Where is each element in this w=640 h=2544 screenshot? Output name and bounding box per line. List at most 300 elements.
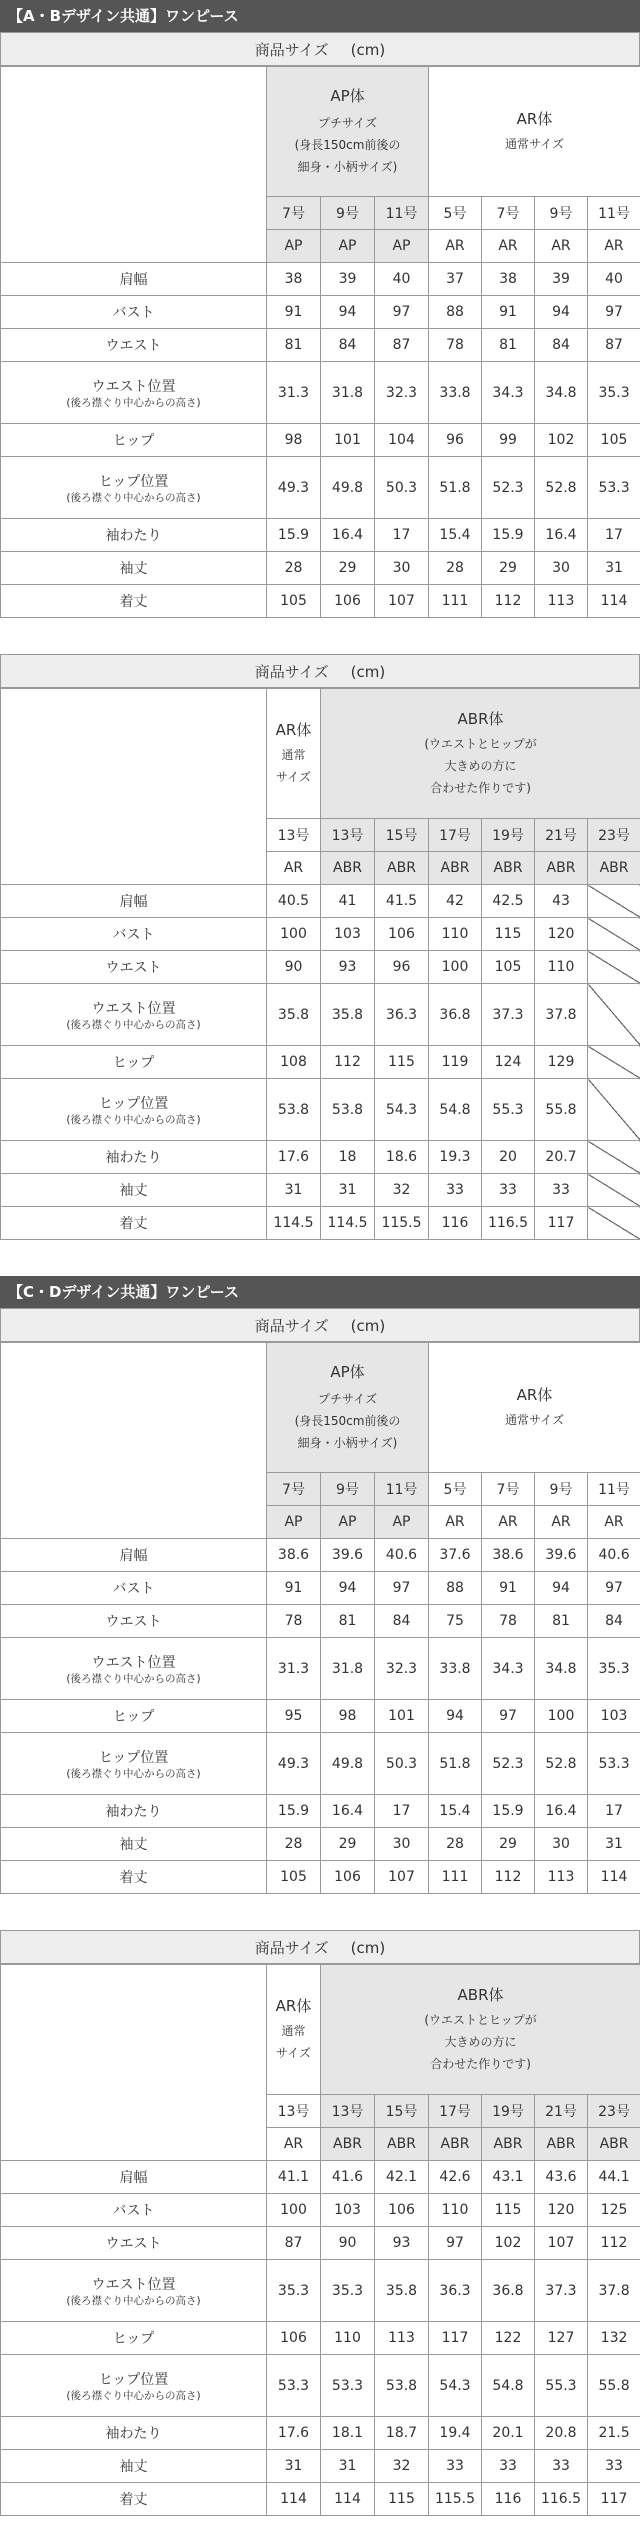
- measurement-label: [1, 2355, 267, 2417]
- measurement-name: ウエスト位置: [91, 1000, 176, 1017]
- measurement-value: 111: [429, 1861, 482, 1894]
- measurement-value: 97: [482, 1700, 535, 1733]
- measurement-value: 37.3: [535, 2260, 588, 2322]
- measurement-label: [1, 263, 267, 296]
- measurement-value: 117: [429, 2322, 482, 2355]
- measurement-value: 18.7: [375, 2417, 429, 2450]
- size-number: 13号: [321, 2095, 375, 2128]
- measurement-value: 100: [535, 1700, 588, 1733]
- measurement-name: バスト: [112, 1581, 155, 1597]
- measurement-value: 113: [535, 585, 588, 618]
- measurement-value: 51.8: [429, 1733, 482, 1795]
- measurement-value: 49.8: [321, 1733, 375, 1795]
- group-abr: [321, 689, 640, 819]
- measurement-label: [1, 2194, 267, 2227]
- measurement-row: [1, 1861, 640, 1894]
- measurement-value: 39: [321, 263, 375, 296]
- measurement-row: [1, 457, 640, 519]
- measurement-name: 袖丈: [119, 2459, 148, 2475]
- measurement-value: 16.4: [535, 519, 588, 552]
- measurement-value: 31: [267, 1174, 321, 1207]
- measurement-value: 38.6: [482, 1539, 535, 1572]
- size-number: 9号: [535, 1473, 588, 1506]
- measurement-label: [1, 1207, 267, 1240]
- measurement-value: 18.6: [375, 1141, 429, 1174]
- measurement-value: 36.8: [429, 984, 482, 1046]
- size-number: 15号: [375, 2095, 429, 2128]
- not-available-cell: [588, 951, 640, 984]
- not-available-cell: [588, 1046, 640, 1079]
- measurement-value: 94: [321, 1572, 375, 1605]
- measurement-value: 30: [535, 552, 588, 585]
- measurement-value: 111: [429, 585, 482, 618]
- section-title: 【A・Bデザイン共通】ワンピース: [0, 0, 640, 32]
- measurement-note: (後ろ襟ぐり中心からの高さ): [66, 1018, 201, 1031]
- group-ap-note: プチサイズ: [317, 115, 378, 130]
- size-code: ABR: [321, 2128, 375, 2161]
- measurement-row: [1, 1795, 640, 1828]
- measurement-row: [1, 2355, 640, 2417]
- measurement-row: [1, 918, 640, 951]
- measurement-row: [1, 424, 640, 457]
- group-ar: [429, 1343, 640, 1473]
- measurement-value: 115: [482, 2194, 535, 2227]
- measurement-name: ウエスト: [105, 960, 162, 976]
- size-number: 11号: [588, 1473, 640, 1506]
- measurement-value: 35.8: [321, 984, 375, 1046]
- measurement-value: 115: [375, 1046, 429, 1079]
- measurement-name: 肩幅: [119, 894, 148, 910]
- measurement-value: 33: [482, 1174, 535, 1207]
- measurement-value: 21.5: [588, 2417, 640, 2450]
- measurement-value: 40: [588, 263, 640, 296]
- measurement-value: 97: [429, 2227, 482, 2260]
- measurement-value: 115: [482, 918, 535, 951]
- measurement-value: 101: [375, 1700, 429, 1733]
- measurement-value: 33: [429, 2450, 482, 2483]
- measurement-value: 15.9: [267, 519, 321, 552]
- group-abr-desc: 合わせた作りです): [430, 780, 531, 795]
- measurement-value: 117: [588, 2483, 640, 2516]
- measurement-value: 84: [321, 329, 375, 362]
- size-band-label: 商品サイズ: [254, 1939, 329, 1957]
- measurement-value: 84: [588, 1605, 640, 1638]
- size-number: 19号: [482, 819, 535, 852]
- measurement-value: 55.8: [535, 1079, 588, 1141]
- measurement-value: 18.1: [321, 2417, 375, 2450]
- size-code: ABR: [482, 2128, 535, 2161]
- unit-label: (cm): [350, 663, 386, 681]
- size-code: AP: [267, 230, 321, 263]
- measurement-name: 袖丈: [119, 561, 148, 577]
- group-abr-desc: 大きめの方に: [444, 758, 517, 773]
- measurement-row: [1, 1141, 640, 1174]
- measurement-name: 袖わたり: [105, 1150, 162, 1166]
- measurement-value: 40.5: [267, 885, 321, 918]
- measurement-value: 52.3: [482, 1733, 535, 1795]
- measurement-value: 16.4: [535, 1795, 588, 1828]
- measurement-row: [1, 263, 640, 296]
- measurement-value: 110: [429, 918, 482, 951]
- measurement-name: ヒップ: [112, 1055, 155, 1071]
- measurement-value: 110: [321, 2322, 375, 2355]
- measurement-value: 33: [429, 1174, 482, 1207]
- size-code: ABR: [429, 2128, 482, 2161]
- measurement-value: 20: [482, 1141, 535, 1174]
- measurement-value: 87: [267, 2227, 321, 2260]
- measurement-value: 96: [429, 424, 482, 457]
- not-available-cell: [588, 984, 640, 1046]
- measurement-value: 116.5: [482, 1207, 535, 1240]
- group-ar-name: AR体: [516, 1385, 553, 1404]
- measurement-value: 41.6: [321, 2161, 375, 2194]
- group-ap-name: AP体: [330, 1362, 365, 1381]
- measurement-value: 39.6: [321, 1539, 375, 1572]
- measurement-value: 20.1: [482, 2417, 535, 2450]
- size-code: AP: [321, 230, 375, 263]
- measurement-value: 50.3: [375, 1733, 429, 1795]
- measurement-value: 41.5: [375, 885, 429, 918]
- measurement-label: [1, 918, 267, 951]
- size-number: 21号: [535, 2095, 588, 2128]
- size-code: ABR: [535, 2128, 588, 2161]
- measurement-value: 20.7: [535, 1141, 588, 1174]
- measurement-value: 15.9: [482, 1795, 535, 1828]
- measurement-value: 37.8: [588, 2260, 640, 2322]
- measurement-value: 37.6: [429, 1539, 482, 1572]
- measurement-value: 97: [375, 1572, 429, 1605]
- measurement-label: [1, 1638, 267, 1700]
- measurement-value: 88: [429, 296, 482, 329]
- measurement-value: 36.3: [375, 984, 429, 1046]
- size-code: AR: [429, 1506, 482, 1539]
- measurement-name: 着丈: [119, 594, 148, 610]
- measurement-value: 97: [375, 296, 429, 329]
- measurement-name: 肩幅: [119, 1548, 148, 1564]
- measurement-value: 39.6: [535, 1539, 588, 1572]
- size-code: ABR: [482, 852, 535, 885]
- measurement-value: 30: [375, 552, 429, 585]
- size-number: 19号: [482, 2095, 535, 2128]
- size-number: 11号: [588, 197, 640, 230]
- measurement-value: 104: [375, 424, 429, 457]
- measurement-value: 53.3: [321, 2355, 375, 2417]
- size-band: [0, 32, 640, 66]
- measurement-name: バスト: [112, 2203, 155, 2219]
- measurement-value: 17.6: [267, 1141, 321, 1174]
- size-code: AR: [588, 1506, 640, 1539]
- measurement-value: 55.3: [535, 2355, 588, 2417]
- measurement-value: 132: [588, 2322, 640, 2355]
- measurement-label: [1, 1605, 267, 1638]
- size-code: AR: [535, 230, 588, 263]
- measurement-value: 38.6: [267, 1539, 321, 1572]
- measurement-label: [1, 457, 267, 519]
- measurement-value: 114: [588, 1861, 640, 1894]
- size-code: AR: [535, 1506, 588, 1539]
- measurement-value: 112: [588, 2227, 640, 2260]
- measurement-value: 54.3: [429, 2355, 482, 2417]
- group-ar-note: 通常サイズ: [505, 136, 565, 151]
- measurement-value: 55.3: [482, 1079, 535, 1141]
- measurement-value: 112: [482, 1861, 535, 1894]
- header-blank: [1, 67, 267, 263]
- measurement-value: 43: [535, 885, 588, 918]
- measurement-label: [1, 2227, 267, 2260]
- measurement-row: [1, 1572, 640, 1605]
- measurement-value: 37.8: [535, 984, 588, 1046]
- measurement-label: [1, 1046, 267, 1079]
- measurement-value: 49.8: [321, 457, 375, 519]
- measurement-row: [1, 1079, 640, 1141]
- measurement-value: 120: [535, 918, 588, 951]
- measurement-value: 95: [267, 1700, 321, 1733]
- measurement-row: [1, 1605, 640, 1638]
- measurement-value: 100: [267, 918, 321, 951]
- measurement-value: 93: [375, 2227, 429, 2260]
- size-code: AP: [267, 1506, 321, 1539]
- measurement-value: 84: [535, 329, 588, 362]
- measurement-value: 106: [375, 2194, 429, 2227]
- measurement-label: [1, 585, 267, 618]
- size-section: [0, 618, 640, 1240]
- measurement-value: 81: [267, 329, 321, 362]
- measurement-value: 78: [429, 329, 482, 362]
- header-blank: [1, 1965, 267, 2161]
- measurement-name: ウエスト: [105, 1614, 162, 1630]
- measurement-name: 袖わたり: [105, 528, 162, 544]
- measurement-value: 52.8: [535, 457, 588, 519]
- size-code: ABR: [429, 852, 482, 885]
- group-abr-name: ABR体: [457, 709, 504, 728]
- measurement-row: [1, 2194, 640, 2227]
- measurement-value: 90: [267, 951, 321, 984]
- measurement-value: 31: [321, 2450, 375, 2483]
- measurement-row: [1, 2450, 640, 2483]
- measurement-name: 肩幅: [119, 2170, 148, 2186]
- measurement-value: 31: [321, 1174, 375, 1207]
- measurement-value: 31.8: [321, 362, 375, 424]
- measurement-value: 28: [429, 1828, 482, 1861]
- section-gap: [0, 1240, 640, 1276]
- measurement-value: 105: [588, 424, 640, 457]
- size-band: [0, 654, 640, 688]
- size-code: AR: [267, 2128, 321, 2161]
- measurement-value: 41.1: [267, 2161, 321, 2194]
- measurement-value: 119: [429, 1046, 482, 1079]
- measurement-value: 40: [375, 263, 429, 296]
- measurement-value: 127: [535, 2322, 588, 2355]
- measurement-value: 32.3: [375, 362, 429, 424]
- measurement-row: [1, 519, 640, 552]
- measurement-name: 袖丈: [119, 1837, 148, 1853]
- measurement-value: 103: [321, 2194, 375, 2227]
- measurement-row: [1, 1046, 640, 1079]
- header-blank: [1, 1343, 267, 1539]
- measurement-value: 33: [535, 1174, 588, 1207]
- measurement-name: 着丈: [119, 2492, 148, 2508]
- measurement-value: 15.9: [482, 519, 535, 552]
- group-ar: [267, 689, 321, 819]
- measurement-name: ヒップ: [112, 2331, 155, 2347]
- measurement-name: ヒップ位置: [98, 1749, 169, 1766]
- measurement-value: 44.1: [588, 2161, 640, 2194]
- measurement-row: [1, 1700, 640, 1733]
- measurement-value: 38: [267, 263, 321, 296]
- size-code: ABR: [588, 2128, 640, 2161]
- measurement-value: 116.5: [535, 2483, 588, 2516]
- measurement-value: 54.8: [482, 2355, 535, 2417]
- measurement-value: 43.1: [482, 2161, 535, 2194]
- size-code: AR: [429, 230, 482, 263]
- measurement-value: 35.3: [267, 2260, 321, 2322]
- measurement-value: 116: [429, 1207, 482, 1240]
- measurement-row: [1, 2322, 640, 2355]
- group-header-row: [1, 67, 640, 197]
- group-ar-name: AR体: [516, 109, 553, 128]
- measurement-value: 98: [267, 424, 321, 457]
- measurement-value: 16.4: [321, 519, 375, 552]
- measurement-label: [1, 2161, 267, 2194]
- group-ar-note: サイズ: [275, 2045, 312, 2060]
- measurement-value: 94: [429, 1700, 482, 1733]
- measurement-value: 78: [267, 1605, 321, 1638]
- measurement-value: 113: [535, 1861, 588, 1894]
- section-gap: [0, 1894, 640, 1930]
- measurement-value: 33: [588, 2450, 640, 2483]
- measurement-value: 29: [321, 552, 375, 585]
- measurement-value: 54.3: [375, 1079, 429, 1141]
- group-header-row: [1, 689, 640, 819]
- size-number: 11号: [375, 197, 429, 230]
- measurement-name: バスト: [112, 927, 155, 943]
- size-table: [0, 688, 640, 1240]
- section-gap: [0, 618, 640, 654]
- size-band: [0, 1308, 640, 1342]
- measurement-value: 106: [267, 2322, 321, 2355]
- measurement-value: 43.6: [535, 2161, 588, 2194]
- size-number: 17号: [429, 2095, 482, 2128]
- size-band: [0, 1930, 640, 1964]
- group-ap: [267, 67, 429, 197]
- group-ar-note: 通常: [281, 747, 306, 762]
- size-number: 5号: [429, 197, 482, 230]
- measurement-row: [1, 885, 640, 918]
- group-ar-name: AR体: [275, 720, 312, 739]
- measurement-value: 97: [588, 1572, 640, 1605]
- size-table: [0, 1342, 640, 1894]
- measurement-name: 袖丈: [119, 1183, 148, 1199]
- measurement-value: 103: [588, 1700, 640, 1733]
- size-code: AP: [375, 230, 429, 263]
- measurement-value: 112: [321, 1046, 375, 1079]
- measurement-label: [1, 1795, 267, 1828]
- measurement-value: 36.8: [482, 2260, 535, 2322]
- group-header-row: [1, 1965, 640, 2095]
- measurement-value: 50.3: [375, 457, 429, 519]
- measurement-value: 34.3: [482, 362, 535, 424]
- measurement-value: 103: [321, 918, 375, 951]
- measurement-value: 53.3: [267, 2355, 321, 2417]
- group-abr-desc: (ウエストとヒップが: [424, 736, 537, 751]
- measurement-value: 15.9: [267, 1795, 321, 1828]
- measurement-value: 115.5: [429, 2483, 482, 2516]
- measurement-value: 75: [429, 1605, 482, 1638]
- measurement-name: 着丈: [119, 1870, 148, 1886]
- measurement-value: 100: [429, 951, 482, 984]
- measurement-value: 107: [535, 2227, 588, 2260]
- measurement-value: 55.8: [588, 2355, 640, 2417]
- measurement-value: 114: [588, 585, 640, 618]
- size-code: AR: [588, 230, 640, 263]
- unit-label: (cm): [350, 1317, 386, 1335]
- measurement-value: 33: [482, 2450, 535, 2483]
- measurement-value: 33.8: [429, 362, 482, 424]
- measurement-value: 91: [482, 1572, 535, 1605]
- measurement-value: 17.6: [267, 2417, 321, 2450]
- measurement-value: 98: [321, 1700, 375, 1733]
- group-ap-note: プチサイズ: [317, 1391, 378, 1406]
- measurement-value: 93: [321, 951, 375, 984]
- measurement-label: [1, 424, 267, 457]
- not-available-cell: [588, 1141, 640, 1174]
- not-available-cell: [588, 1079, 640, 1141]
- measurement-row: [1, 984, 640, 1046]
- size-number: 9号: [535, 197, 588, 230]
- measurement-value: 125: [588, 2194, 640, 2227]
- size-code: AP: [321, 1506, 375, 1539]
- measurement-value: 29: [321, 1828, 375, 1861]
- measurement-value: 15.4: [429, 519, 482, 552]
- not-available-cell: [588, 918, 640, 951]
- measurement-value: 116: [482, 2483, 535, 2516]
- measurement-value: 35.3: [588, 1638, 640, 1700]
- measurement-value: 107: [375, 585, 429, 618]
- measurement-value: 52.3: [482, 457, 535, 519]
- measurement-value: 37: [429, 263, 482, 296]
- group-ar-note: 通常サイズ: [505, 1412, 565, 1427]
- size-number: 7号: [482, 197, 535, 230]
- measurement-value: 16.4: [321, 1795, 375, 1828]
- measurement-row: [1, 1733, 640, 1795]
- size-code: ABR: [535, 852, 588, 885]
- measurement-value: 107: [375, 1861, 429, 1894]
- measurement-row: [1, 2417, 640, 2450]
- measurement-value: 35.8: [267, 984, 321, 1046]
- group-ar-note: サイズ: [275, 769, 312, 784]
- measurement-value: 51.8: [429, 457, 482, 519]
- measurement-label: [1, 362, 267, 424]
- measurement-label: [1, 552, 267, 585]
- measurement-note: (後ろ襟ぐり中心からの高さ): [66, 2389, 201, 2402]
- measurement-value: 96: [375, 951, 429, 984]
- measurement-value: 20.8: [535, 2417, 588, 2450]
- group-abr-desc: 大きめの方に: [444, 2034, 517, 2049]
- measurement-label: [1, 984, 267, 1046]
- measurement-row: [1, 329, 640, 362]
- unit-label: (cm): [350, 41, 386, 59]
- measurement-value: 53.8: [267, 1079, 321, 1141]
- measurement-value: 105: [482, 951, 535, 984]
- size-section: [0, 1240, 640, 1894]
- size-number: 11号: [375, 1473, 429, 1506]
- measurement-row: [1, 362, 640, 424]
- measurement-note: (後ろ襟ぐり中心からの高さ): [66, 1767, 201, 1780]
- measurement-value: 38: [482, 263, 535, 296]
- measurement-value: 102: [482, 2227, 535, 2260]
- measurement-name: ヒップ位置: [98, 473, 169, 490]
- measurement-value: 39: [535, 263, 588, 296]
